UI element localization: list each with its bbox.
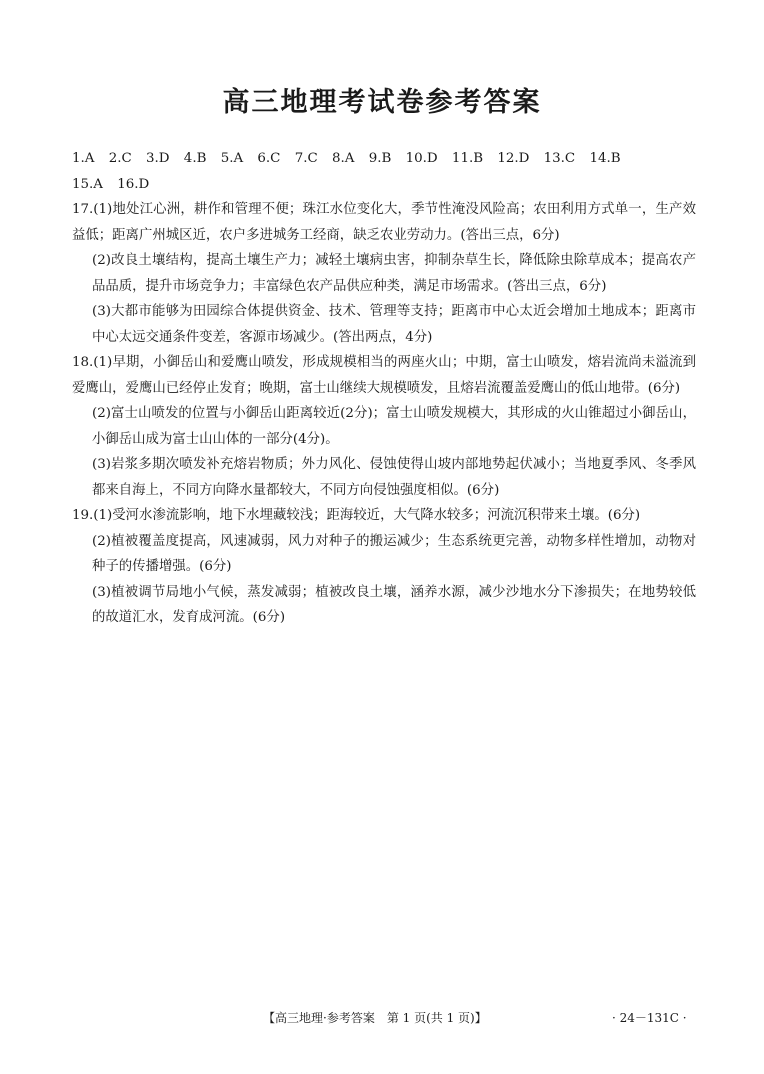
mc-answer: 2.C — [108, 151, 132, 166]
q18-part-1: 18.(1)早期，小御岳山和爱鹰山喷发，形成规模相当的两座火山；中期，富士山喷发，熔岩流尚未溢流到爱鹰山，爱鹰山已经停止发育；晚期，富士山继续大规模喷发，且熔岩流覆盖爱鹰山的低山地带。(6分) — [72, 355, 696, 396]
mc-answer: 1.A — [72, 151, 95, 166]
question-18-answer — [72, 350, 696, 503]
mc-answer: 14.B — [589, 151, 621, 166]
q18-part-3: (3)岩浆多期次喷发补充熔岩物质；外力风化、侵蚀使得山坡内部地势起伏减小；当地夏季风、冬季风都来自海上，不同方向降水量都较大，不同方向侵蚀强度相似。(6分) — [92, 457, 696, 498]
mc-answer: 13.C — [543, 151, 576, 166]
page-title: 高三地理考试卷参考答案 — [222, 87, 542, 118]
mc-answer: 15.A — [72, 176, 103, 192]
mc-answer: 7.C — [294, 151, 318, 166]
question-19-answer — [72, 503, 696, 631]
q19-part-3: (3)植被调节局地小气候，蒸发减弱；植被改良土壤，涵养水源，减少沙地水分下渗损失；在地势较低的故道汇水，发育成河流。(6分) — [92, 584, 696, 625]
answer-content — [72, 146, 696, 631]
mc-answer: 4.B — [183, 151, 207, 166]
footer-exam-code: · 24－131C · — [612, 1011, 687, 1025]
q17-part-1: 17.(1)地处江心洲，耕作和管理不便；珠江水位变化大，季节性淹没风险高；农田利用方式单一，生产效益低；距离广州城区近，农户多进城务工经商，缺乏农业劳动力。(答出三点，6分) — [72, 202, 696, 243]
mc-answer: 5.A — [220, 151, 244, 166]
mc-answer: 8.A — [332, 151, 355, 166]
mc-answer: 6.C — [257, 151, 281, 166]
q17-part-3: (3)大都市能够为田园综合体提供资金、技术、管理等支持；距离市中心太近会增加土地成本；距离市中心太远交通条件变差，客源市场减少。(答出两点，4分) — [92, 304, 696, 345]
question-17-answer — [72, 197, 696, 350]
mc-answer: 16.D — [117, 176, 150, 192]
q18-part-2: (2)富士山喷发的位置与小御岳山距离较近(2分)；富士山喷发规模大，其形成的火山锥超过小御岳山，小御岳山成为富士山山体的一部分(4分)。 — [92, 406, 696, 447]
mc-answer: 11.B — [451, 151, 484, 166]
multiple-choice-answers-line-2 — [72, 172, 696, 198]
mc-answer: 3.D — [146, 151, 170, 166]
q19-part-1: 19.(1)受河水渗流影响，地下水埋藏较浅；距海较近，大气降水较多；河流沉积带来土壤。(6分) — [72, 508, 641, 523]
multiple-choice-answers-line-1 — [72, 146, 696, 172]
footer-page-info: 【高三地理·参考答案 第 1 页(共 1 页)】 — [263, 1011, 487, 1025]
mc-answer: 10.D — [405, 151, 438, 166]
q19-part-2: (2)植被覆盖度提高，风速减弱，风力对种子的搬运减少；生态系统更完善，动物多样性增加，动物对种子的传播增强。(6分) — [92, 533, 696, 574]
mc-answer: 12.D — [497, 151, 530, 166]
mc-answer: 9.B — [368, 151, 392, 166]
q17-part-2: (2)改良土壤结构，提高土壤生产力；减轻土壤病虫害，抑制杂草生长，降低除虫除草成本；提高农产品品质，提升市场竞争力；丰富绿色农产品供应种类，满足市场需求。(答出三点，6分) — [92, 253, 696, 294]
